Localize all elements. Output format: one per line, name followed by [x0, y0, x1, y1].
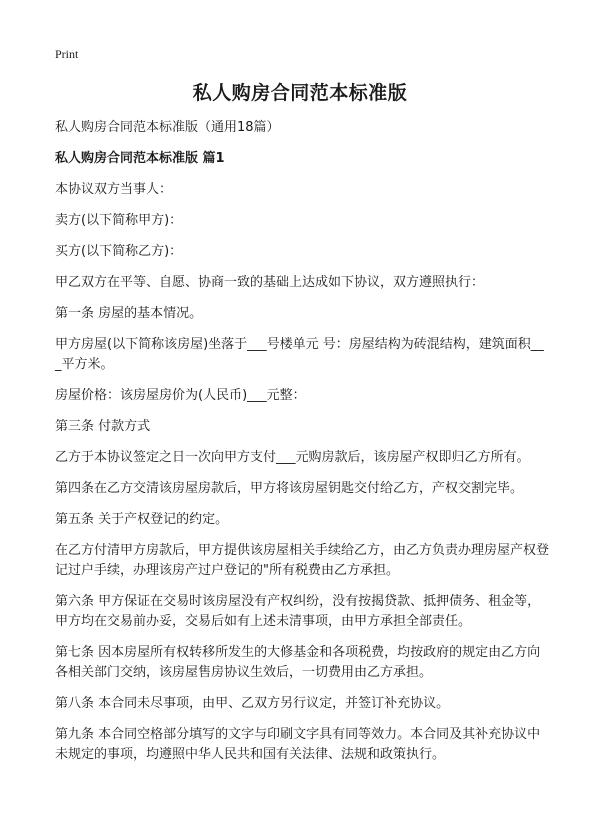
article-7: 第七条 因本房屋所有权转移所发生的大修基金和各项税费，均按政府的规定由乙方向各相关部门交纳，该房屋售房协议生效后，一切费用由乙方承担。: [55, 645, 541, 680]
article-1-heading: 第一条 房屋的基本情况。: [55, 306, 203, 321]
article-9: 第九条 本合同空格部分填写的文字与印刷文字具有同等效力。本合同及其补充协议中未规定的事项，均遵照中华人民共和国有关法律、法规和政策执行。: [55, 727, 541, 762]
section-heading: 私人购房合同范本标准版 篇1: [55, 151, 225, 166]
article-5-heading: 第五条 关于产权登记的约定。: [55, 512, 229, 527]
document-title: 私人购房合同范本标准版: [192, 82, 408, 104]
article-6: 第六条 甲方保证在交易时该房屋没有产权纠纷，没有按揭贷款、抵押债务、租金等，甲方均在交易前办妥，交易后如有上述未清事项，由甲方承担全部责任。: [55, 594, 541, 629]
paragraph-price: 房屋价格：该房屋房价为(人民币)___元整：: [55, 388, 306, 403]
article-4: 第四条在乙方交清该房屋房款后，甲方将该房屋钥匙交付给乙方，产权交割完毕。: [55, 481, 524, 496]
document-subtitle: 私人购房合同范本标准版（通用18篇）: [55, 120, 280, 135]
paragraph-property-location: 甲方房屋(以下简称该房屋)坐落于___号楼单元 号：房屋结构为砖混结构，建筑面积___平方米。: [55, 337, 544, 372]
paragraph-registration: 在乙方付清甲方房款后，甲方提供该房屋相关手续给乙方，由乙方负责办理房屋产权登记过户手续，办理该房产过户登记的"所有税费由乙方承担。: [55, 543, 550, 578]
document-body: [55, 118, 550, 776]
paragraph-parties: 本协议双方当事人：: [55, 182, 173, 197]
article-8: 第八条 本合同未尽事项，由甲、乙双方另行议定，并签订补充协议。: [55, 696, 450, 711]
paragraph-payment: 乙方于本协议签定之日一次向甲方支付___元购房款后，该房屋产权即归乙方所有。: [55, 450, 530, 465]
paragraph-agreement: 甲乙双方在平等、自愿、协商一致的基础上达成如下协议，双方遵照执行：: [55, 275, 485, 290]
print-link[interactable]: Print: [55, 47, 79, 61]
article-3-heading: 第三条 付款方式: [55, 419, 151, 434]
paragraph-seller: 卖方(以下简称甲方)：: [55, 213, 183, 228]
paragraph-buyer: 买方(以下简称乙方)：: [55, 244, 183, 259]
